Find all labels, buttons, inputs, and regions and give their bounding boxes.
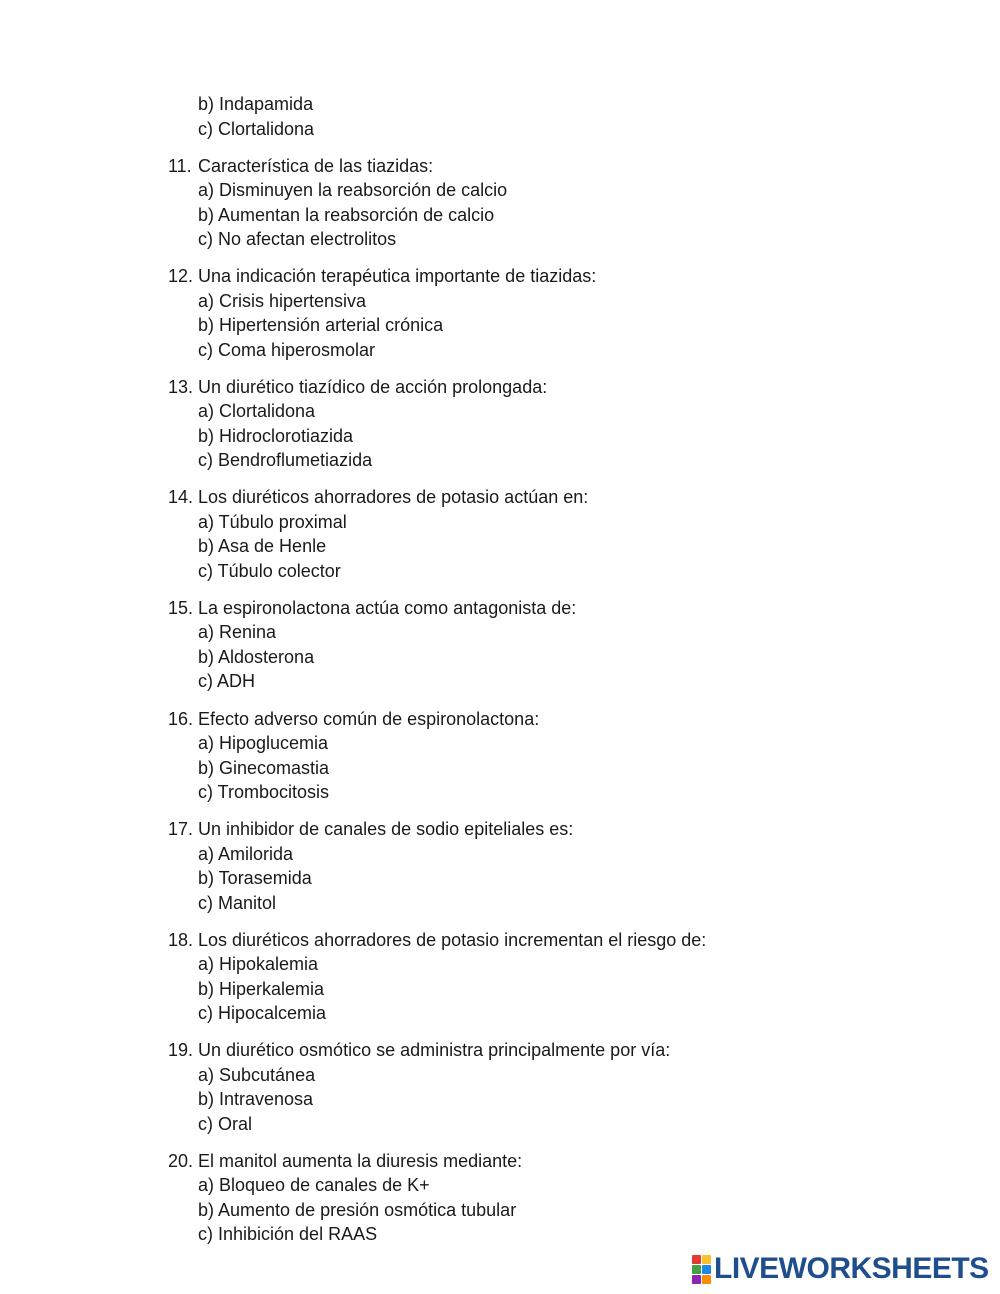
option: c) Coma hiperosmolar xyxy=(198,339,376,360)
question-text: Un diurético osmótico se administra principalmente por vía: xyxy=(198,1040,671,1061)
question-number: 12. xyxy=(168,266,194,287)
question-item xyxy=(168,1038,928,1136)
question-line xyxy=(168,485,928,510)
question-text: Una indicación terapéutica importante de tiazidas: xyxy=(198,266,597,287)
question-text: Un diurético tiazídico de acción prolongada: xyxy=(198,376,548,397)
option: c) Bendroflumetiazida xyxy=(198,450,373,471)
question-item xyxy=(168,485,928,583)
question-line xyxy=(168,928,928,953)
option: c) Inhibición del RAAS xyxy=(198,1224,378,1245)
question-line xyxy=(168,264,928,289)
question-item xyxy=(168,375,928,473)
option: c) ADH xyxy=(198,671,256,692)
option: c) Clortalidona xyxy=(198,118,315,139)
question-number: 13. xyxy=(168,376,194,397)
logo-square xyxy=(692,1265,701,1274)
option: c) No afectan electrolitos xyxy=(198,229,397,250)
question-item xyxy=(168,264,928,362)
question-number: 14. xyxy=(168,487,194,508)
option: c) Túbulo colector xyxy=(198,560,341,581)
question-text: Efecto adverso común de espironolactona: xyxy=(198,708,540,729)
option: a) Hipoglucemia xyxy=(198,733,329,754)
option: b) Asa de Henle xyxy=(198,536,327,557)
option: c) Oral xyxy=(198,1113,252,1134)
question-line xyxy=(168,596,928,621)
option: a) Bloqueo de canales de K+ xyxy=(198,1175,430,1196)
option: b) Aumento de presión osmótica tubular xyxy=(198,1199,517,1220)
logo-square xyxy=(702,1265,711,1274)
option: a) Renina xyxy=(198,622,277,643)
question-number: 19. xyxy=(168,1040,194,1061)
question-line xyxy=(168,375,928,400)
question-text: Los diuréticos ahorradores de potasio actúan en: xyxy=(198,487,589,508)
question-text: Característica de las tiazidas: xyxy=(198,155,434,176)
question-number: 20. xyxy=(168,1150,194,1171)
option: a) Túbulo proximal xyxy=(198,511,347,532)
option: a) Crisis hipertensiva xyxy=(198,290,367,311)
option: b) Torasemida xyxy=(198,868,312,889)
question-item xyxy=(168,1149,928,1247)
liveworksheets-logo xyxy=(692,1254,989,1284)
option: b) Aldosterona xyxy=(198,646,315,667)
question-item xyxy=(168,596,928,694)
question-line xyxy=(168,1149,928,1174)
option: b) Intravenosa xyxy=(198,1089,314,1110)
question-number: 18. xyxy=(168,929,194,950)
logo-square xyxy=(692,1275,701,1284)
question-number: 17. xyxy=(168,819,194,840)
question-line xyxy=(168,817,928,842)
option: b) Ginecomastia xyxy=(198,757,330,778)
question-line xyxy=(168,707,928,732)
option: a) Hipokalemia xyxy=(198,954,319,975)
question-list xyxy=(168,154,928,1247)
question-item xyxy=(168,928,928,1026)
option: b) Hidroclorotiazida xyxy=(198,425,354,446)
question-line xyxy=(168,154,928,179)
liveworksheets-icon xyxy=(692,1255,711,1284)
question-number: 15. xyxy=(168,597,194,618)
logo-square xyxy=(702,1275,711,1284)
brand-name: LIVEWORKSHEETS xyxy=(714,1252,989,1285)
option: a) Amilorida xyxy=(198,843,294,864)
leading-options xyxy=(168,92,928,141)
question-text: Un inhibidor de canales de sodio epiteliales es: xyxy=(198,819,574,840)
worksheet-content xyxy=(168,92,928,1247)
option: a) Clortalidona xyxy=(198,401,316,422)
option: b) Hipertensión arterial crónica xyxy=(198,315,444,336)
option: b) Hiperkalemia xyxy=(198,978,325,999)
option: a) Subcutánea xyxy=(198,1064,316,1085)
question-number: 11. xyxy=(168,155,192,176)
logo-square xyxy=(702,1255,711,1264)
question-item xyxy=(168,154,928,252)
question-item xyxy=(168,707,928,805)
option: b) Indapamida xyxy=(198,94,314,114)
option: c) Hipocalcemia xyxy=(198,1003,327,1024)
option: c) Manitol xyxy=(198,892,277,913)
question-item xyxy=(168,817,928,915)
question-line xyxy=(168,1038,928,1063)
question-text: El manitol aumenta la diuresis mediante: xyxy=(198,1150,523,1171)
logo-square xyxy=(692,1255,701,1264)
option: b) Aumentan la reabsorción de calcio xyxy=(198,204,495,225)
option: a) Disminuyen la reabsorción de calcio xyxy=(198,180,508,201)
question-number: 16. xyxy=(168,708,194,729)
option: c) Trombocitosis xyxy=(198,782,330,803)
question-text: Los diuréticos ahorradores de potasio incrementan el riesgo de: xyxy=(198,929,707,950)
question-text: La espironolactona actúa como antagonista de: xyxy=(198,597,577,618)
